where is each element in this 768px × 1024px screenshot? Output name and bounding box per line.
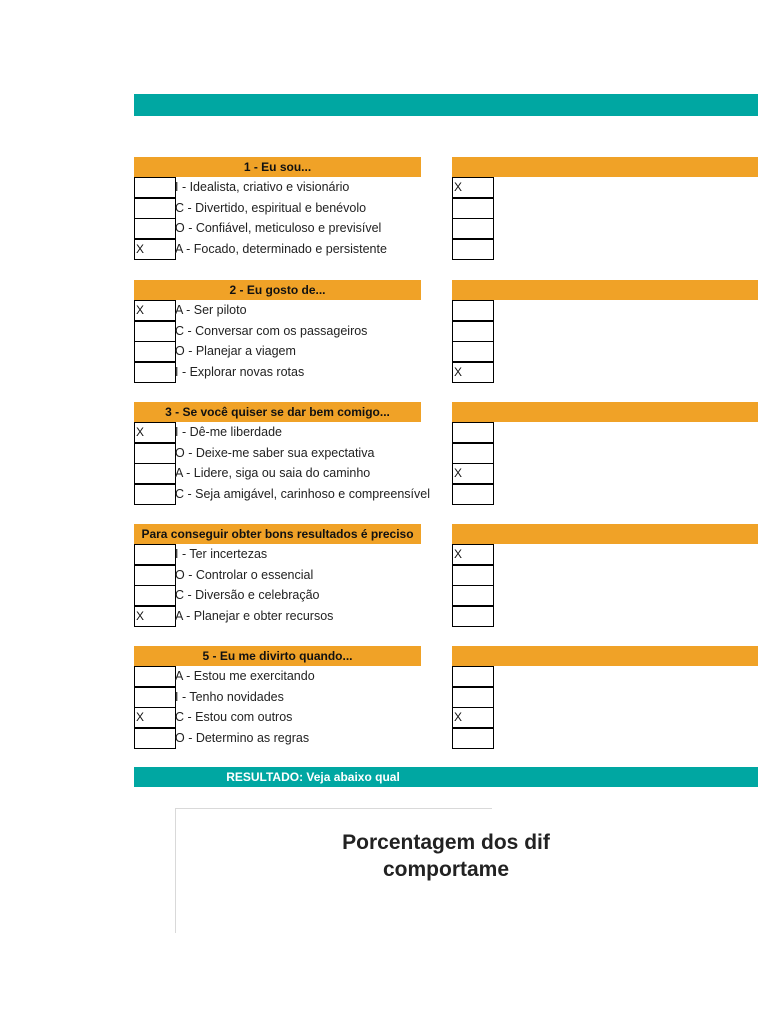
- result-banner: [134, 767, 758, 787]
- answer-box-left[interactable]: [134, 218, 176, 239]
- section-header: [134, 402, 421, 422]
- answer-box-right[interactable]: [452, 239, 494, 260]
- answer-box-right[interactable]: X: [452, 362, 494, 383]
- section-title: 3 - Se você quiser se dar bem comigo...: [165, 405, 390, 419]
- answer-box-right[interactable]: [452, 565, 494, 586]
- answer-box-left[interactable]: X: [134, 707, 176, 728]
- answer-box-right[interactable]: X: [452, 544, 494, 565]
- section-title: 1 - Eu sou...: [243, 160, 312, 174]
- answer-box-right[interactable]: [452, 341, 494, 362]
- section-header: [134, 280, 421, 300]
- option-label: I - Idealista, criativo e visionário: [175, 180, 350, 194]
- option-label: A - Focado, determinado e persistente: [175, 242, 387, 256]
- answer-box-left[interactable]: X: [134, 422, 176, 443]
- answer-box-left[interactable]: [134, 362, 176, 383]
- option-label: I - Dê-me liberdade: [175, 425, 282, 439]
- answer-box-right[interactable]: X: [452, 177, 494, 198]
- section-title: 5 - Eu me divirto quando...: [202, 649, 353, 663]
- section-title: Para conseguir obter bons resultados é preciso: [141, 527, 414, 541]
- answer-box-right[interactable]: [452, 198, 494, 219]
- answer-box-right[interactable]: [452, 443, 494, 464]
- answer-box-left[interactable]: X: [134, 606, 176, 627]
- answer-box-left[interactable]: [134, 565, 176, 586]
- answer-box-left[interactable]: [134, 198, 176, 219]
- option-label: A - Ser piloto: [175, 303, 247, 317]
- option-label: O - Planejar a viagem: [175, 344, 296, 358]
- section-header-right: [452, 524, 758, 544]
- answer-box-right[interactable]: [452, 484, 494, 505]
- answer-box-right[interactable]: [452, 585, 494, 606]
- top-banner: [134, 94, 758, 116]
- answer-box-left[interactable]: [134, 463, 176, 484]
- option-label: O - Controlar o essencial: [175, 568, 314, 582]
- answer-box-left[interactable]: X: [134, 239, 176, 260]
- answer-box-left[interactable]: [134, 321, 176, 342]
- option-label: C - Divertido, espiritual e benévolo: [175, 201, 367, 215]
- answer-box-left[interactable]: [134, 687, 176, 708]
- answer-box-left[interactable]: [134, 484, 176, 505]
- answer-box-right[interactable]: [452, 321, 494, 342]
- result-label: RESULTADO: Veja abaixo qual: [226, 770, 400, 784]
- section-header-right: [452, 157, 758, 177]
- section-header-right: [452, 280, 758, 300]
- option-label: O - Deixe-me saber sua expectativa: [175, 446, 375, 460]
- chart-title: [236, 829, 656, 883]
- chart-title-line2: comportame: [382, 858, 510, 881]
- answer-box-right[interactable]: [452, 218, 494, 239]
- answer-box-left[interactable]: [134, 728, 176, 749]
- answer-box-right[interactable]: [452, 687, 494, 708]
- option-label: O - Determino as regras: [175, 731, 310, 745]
- answer-box-left[interactable]: [134, 666, 176, 687]
- option-label: C - Seja amigável, carinhoso e compreensível: [175, 487, 430, 501]
- option-label: I - Tenho novidades: [175, 690, 284, 704]
- answer-box-left[interactable]: X: [134, 300, 176, 321]
- option-label: O - Confiável, meticuloso e previsível: [175, 221, 382, 235]
- section-header: [134, 524, 421, 544]
- answer-box-left[interactable]: [134, 443, 176, 464]
- answer-box-left[interactable]: [134, 544, 176, 565]
- answer-box-right[interactable]: X: [452, 463, 494, 484]
- option-label: A - Lidere, siga ou saia do caminho: [175, 466, 371, 480]
- option-label: C - Estou com outros: [175, 710, 293, 724]
- answer-box-left[interactable]: [134, 177, 176, 198]
- section-title: 2 - Eu gosto de...: [229, 283, 326, 297]
- option-label: A - Estou me exercitando: [175, 669, 315, 683]
- chart-panel: [175, 808, 550, 933]
- answer-box-left[interactable]: [134, 341, 176, 362]
- section-header-right: [452, 646, 758, 666]
- answer-box-right[interactable]: X: [452, 707, 494, 728]
- option-label: I - Ter incertezas: [175, 547, 268, 561]
- answer-box-right[interactable]: [452, 606, 494, 627]
- answer-box-right[interactable]: [452, 300, 494, 321]
- option-label: A - Planejar e obter recursos: [175, 609, 334, 623]
- option-label: C - Conversar com os passageiros: [175, 324, 368, 338]
- section-header: [134, 646, 421, 666]
- option-label: I - Explorar novas rotas: [175, 365, 305, 379]
- chart-title-line1: Porcentagem dos dif: [342, 831, 550, 854]
- answer-box-right[interactable]: [452, 728, 494, 749]
- section-header: [134, 157, 421, 177]
- option-label: C - Diversão e celebração: [175, 588, 320, 602]
- answer-box-right[interactable]: [452, 666, 494, 687]
- section-header-right: [452, 402, 758, 422]
- answer-box-left[interactable]: [134, 585, 176, 606]
- answer-box-right[interactable]: [452, 422, 494, 443]
